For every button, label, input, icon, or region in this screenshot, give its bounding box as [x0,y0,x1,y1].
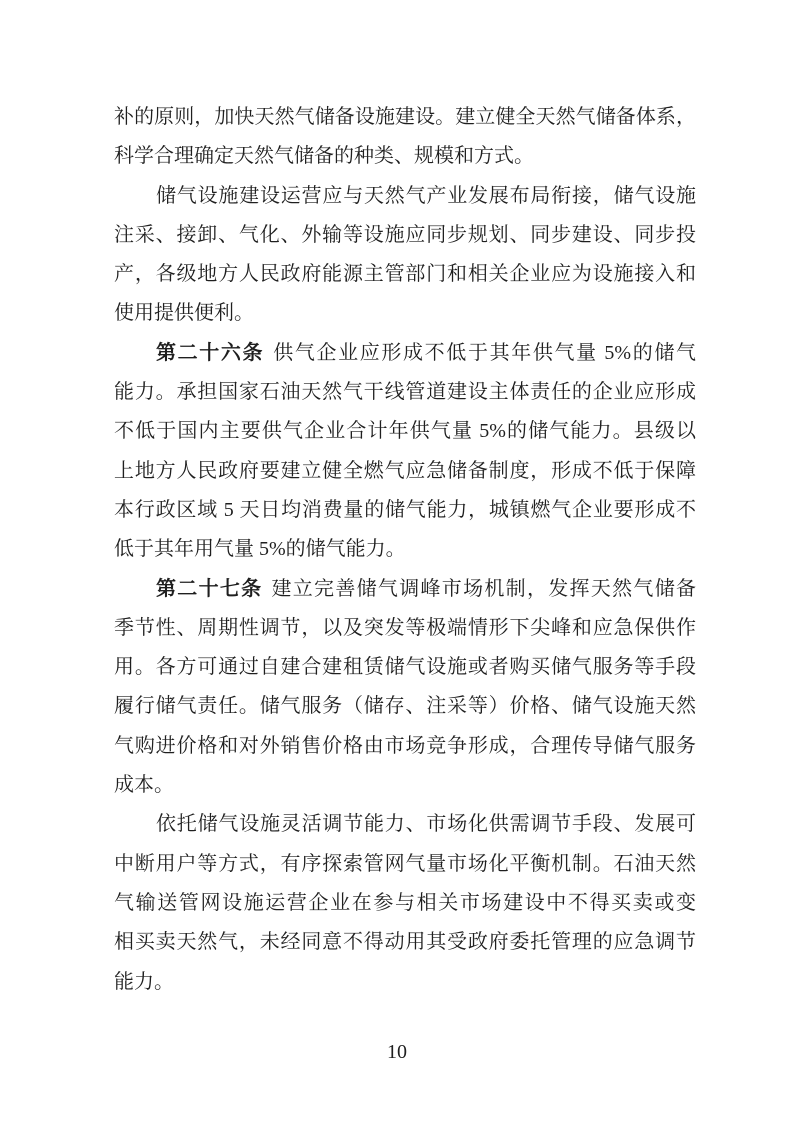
line-text: 使用提供便利。 [114,302,254,325]
line-text: 科学合理确定天然气储备的种类、规模和方式。 [114,145,534,168]
line-text: 履行储气责任。储气服务（储存、注采等）价格、储气设施天然 [114,695,696,718]
text-line [114,609,696,648]
line-text: 季节性、周期性调节，以及突发等极端情形下尖峰和应急保供作 [114,616,696,639]
line-text: 气购进价格和对外销售价格由市场竞争形成，合理传导储气服务 [114,734,696,757]
text-line [114,452,696,491]
page-number: 10 [387,1041,407,1063]
text-line [114,98,696,137]
article-number: 第二十七条 [156,577,263,600]
text-line [114,294,696,333]
text-line [114,412,696,451]
text-line [114,805,696,844]
line-text: 用。各方可通过自建合建租赁储气设施或者购买储气服务等手段 [114,656,696,679]
line-text: 不低于国内主要供气企业合计年供气量 5%的储气能力。县级以 [114,420,696,443]
line-text: 建立完善储气调峰市场机制，发挥天然气储备 [271,577,696,600]
line-text: 注采、接卸、气化、外输等设施应同步规划、同步建设、同步投 [114,223,696,246]
line-text: 产，各级地方人民政府能源主管部门和相关企业应为设施接入和 [114,263,696,286]
line-text: 气输送管网设施运营企业在参与相关市场建设中不得买卖或变 [114,891,696,914]
line-text: 供气企业应形成不低于其年供气量 5%的储气 [273,341,696,364]
text-line [114,373,696,412]
text-line [114,648,696,687]
line-text: 低于其年用气量 5%的储气能力。 [114,538,406,561]
text-line [114,687,696,726]
text-line [114,570,696,609]
document-body [114,98,696,1002]
line-text: 储气设施建设运营应与天然气产业发展布局衔接，储气设施 [156,184,696,207]
line-text: 补的原则，加快天然气储备设施建设。建立健全天然气储备体系， [114,106,696,128]
text-line [114,177,696,216]
line-text: 本行政区域 5 天日均消费量的储气能力，城镇燃气企业要形成不 [114,498,696,521]
text-line [114,255,696,294]
text-line [114,766,696,805]
text-line [114,884,696,923]
text-line [114,530,696,569]
line-text: 能力。 [114,970,174,993]
article-number: 第二十六条 [156,341,265,364]
line-text: 上地方人民政府要建立健全燃气应急储备制度，形成不低于保障 [114,459,696,482]
text-line [114,491,696,530]
text-line [114,845,696,884]
text-line [114,963,696,1002]
text-line [114,137,696,176]
text-line [114,334,696,373]
line-text: 相买卖天然气，未经同意不得动用其受政府委托管理的应急调节 [114,931,696,954]
line-text: 能力。承担国家石油天然气干线管道建设主体责任的企业应形成 [114,381,696,404]
text-line [114,727,696,766]
text-line [114,923,696,962]
line-text: 依托储气设施灵活调节能力、市场化供需调节手段、发展可 [156,813,696,836]
text-line [114,216,696,255]
line-text: 中断用户等方式，有序探索管网气量市场化平衡机制。石油天然 [114,852,696,875]
line-text: 成本。 [114,774,174,797]
